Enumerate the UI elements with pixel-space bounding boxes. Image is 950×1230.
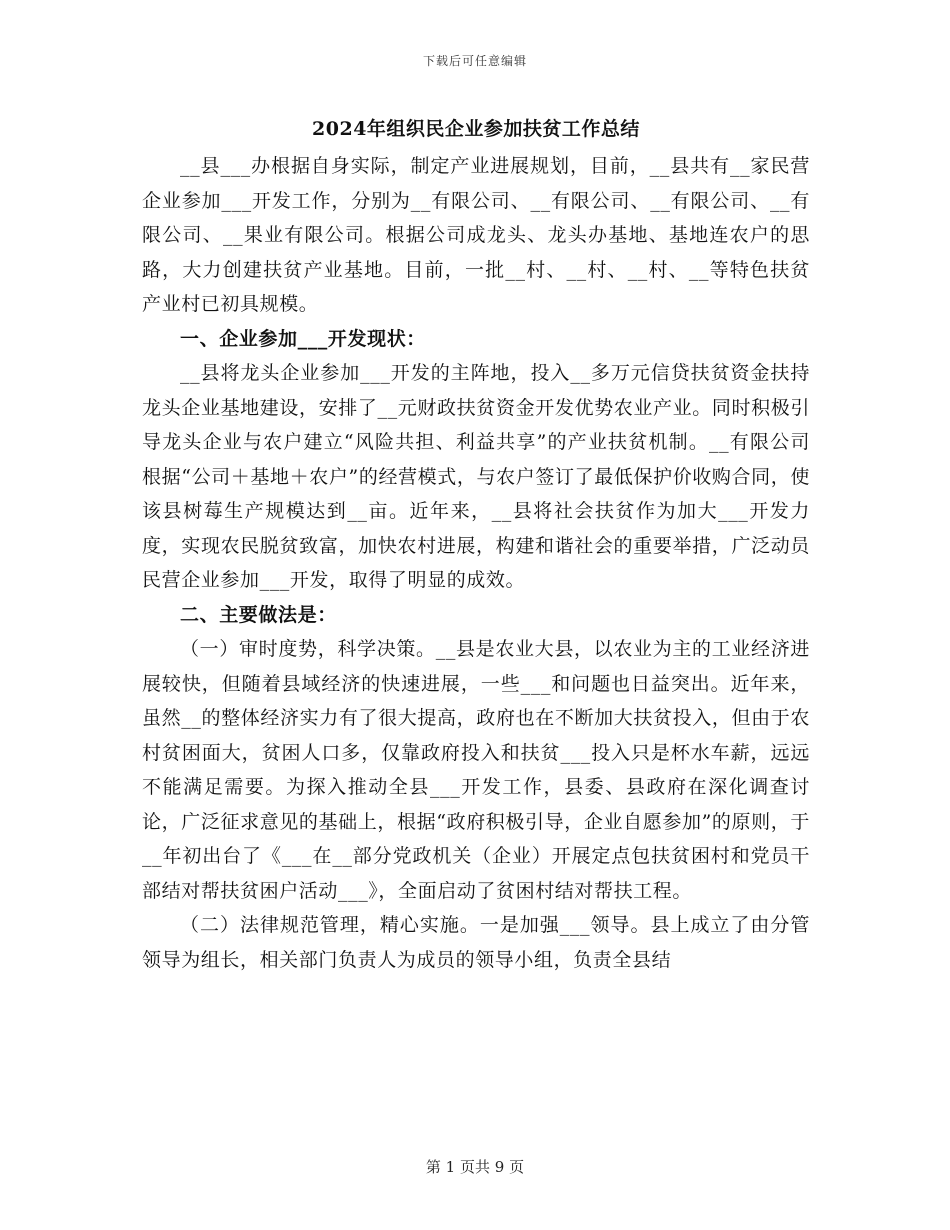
methods-paragraph-1: （一）审时度势，科学决策。__县是农业大县，以农业为主的工业经济进展较快，但随着县域经济的快速进展，一些___和问题也日益突出。近年来，虽然__的整体经济实力有了很大提高，政府也在不断加大扶贫投入，但由于农村贫困面大，贫困人口多，仅靠政府投入和扶贫___投入只是杯水车薪，远远不能满足需要。为探入推动全县___开发工作，县委、县政府在深化调查讨论，广泛征求意见的基础上，根据“政府积极引导，企业自愿参加”的原则，于__年初出台了《___在__部分党政机关（企业）开展定点包扶贫困村和党员干部结对帮扶贫困户活动___》，全面启动了贫困村结对帮扶工程。 [142,638,810,902]
document-title: 2024年组织民企业参加扶贫工作总结 [312,118,640,140]
section-heading-status: 一、企业参加___开发现状： [180,327,426,350]
header-note: 下载后可任意编辑 [422,54,527,68]
intro-paragraph: __县___办根据自身实际，制定产业进展规划，目前，__县共有__家民营企业参加___开发工作，分别为__有限公司、__有限公司、__有限公司、__有限公司、__果业有限公司。根据公司成龙头、龙头办基地、基地连农户的思路，大力创建扶贫产业基地。目前，一批__村、__村、__村、__等特色扶贫产业村已初具规模。 [142,155,810,315]
methods-paragraph-2: （二）法律规范管理，精心实施。一是加强___领导。县上成立了由分管领导为组长，相关部门负责人为成员的领导小组，负责全县结 [142,914,810,971]
document-body [142,112,810,977]
status-paragraph: __县将龙头企业参加___开发的主阵地，投入__多万元信贷扶贫资金扶持龙头企业基地建设，安排了__元财政扶贫资金开发优势农业产业。同时积极引导龙头企业与农户建立“风险共担、利益共享”的产业扶贫机制。__有限公司根据“公司＋基地＋农户”的经营模式，与农户签订了最低保护价收购合同，使该县树莓生产规模达到__亩。近年来，__县将社会扶贫作为加大___开发力度，实现农民脱贫致富，加快农村进展，构建和谐社会的重要举措，广泛动员民营企业参加___开发，取得了明显的成效。 [142,362,810,591]
page-number: 第 1 页共 9 页 [425,1158,525,1176]
section-heading-methods: 二、主要做法是： [180,603,337,626]
